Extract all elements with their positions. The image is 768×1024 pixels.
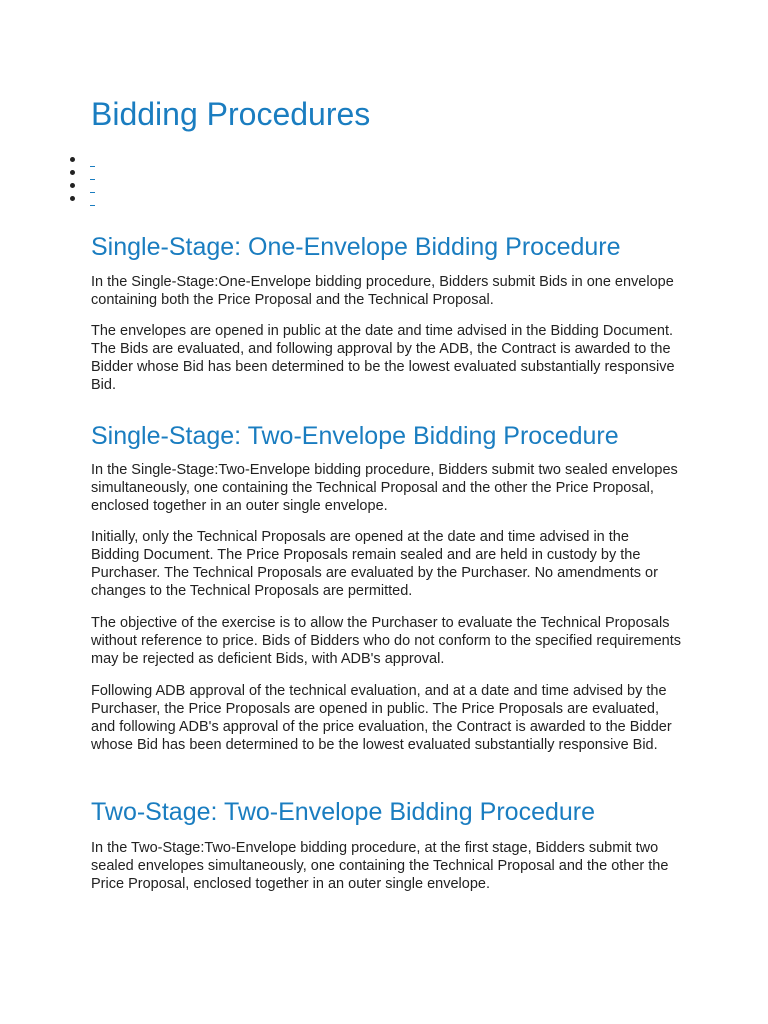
section-heading: Two-Stage: Two-Envelope Bidding Procedure [91, 798, 596, 826]
table-of-contents [70, 154, 95, 206]
bullet-icon [70, 196, 75, 201]
toc-link[interactable] [90, 157, 95, 167]
bullet-icon [70, 183, 75, 188]
paragraph: In the Two-Stage:Two-Envelope bidding procedure, at the first stage, Bidders submit two sealed envelopes simultaneously, one containing the Technical Proposal and the other the Price Proposal, enclosed together in an outer single envelope. [91, 840, 669, 892]
section-heading: Single-Stage: One-Envelope Bidding Procedure [91, 233, 621, 261]
toc-item [70, 180, 95, 193]
paragraph: Following ADB approval of the technical evaluation, and at a date and time advised by the Purchaser, the Price Proposals are opened in public. The Price Proposals are evaluated, and following ADB's approval of the price evaluation, the Contract is awarded to the Bidder whose Bid has been determined to be the lowest evaluated substantially responsive Bid. [91, 683, 672, 753]
toc-link[interactable] [90, 196, 95, 206]
toc-item [70, 193, 95, 206]
paragraph: The objective of the exercise is to allow the Purchaser to evaluate the Technical Proposals without reference to price. Bids of Bidders who do not conform to the specified requirements may be rejected as deficient Bids, with ADB's approval. [91, 615, 681, 667]
toc-link[interactable] [90, 183, 95, 193]
paragraph: In the Single-Stage:Two-Envelope bidding procedure, Bidders submit two sealed envelopes simultaneously, one containing the Technical Proposal and the other the Price Proposal, enclosed together in an outer single envelope. [91, 462, 678, 514]
toc-item [70, 154, 95, 167]
paragraph: In the Single-Stage:One-Envelope bidding procedure, Bidders submit Bids in one envelope containing both the Price Proposal and the Technical Proposal. [91, 274, 674, 308]
bullet-icon [70, 170, 75, 175]
toc-item [70, 167, 95, 180]
section-heading: Single-Stage: Two-Envelope Bidding Procedure [91, 422, 619, 450]
paragraph: Initially, only the Technical Proposals are opened at the date and time advised in the Bidding Document. The Price Proposals remain sealed and are held in custody by the Purchaser. The Technical Proposals are evaluated by the Purchaser. No amendments or changes to the Technical Proposals are permitted. [91, 529, 658, 599]
page-title: Bidding Procedures [91, 96, 371, 132]
bullet-icon [70, 157, 75, 162]
toc-link[interactable] [90, 170, 95, 180]
paragraph: The envelopes are opened in public at the date and time advised in the Bidding Document. The Bids are evaluated, and following approval by the ADB, the Contract is awarded to the Bidder whose Bid has been determined to be the lowest evaluated substantially responsive Bid. [91, 323, 675, 393]
